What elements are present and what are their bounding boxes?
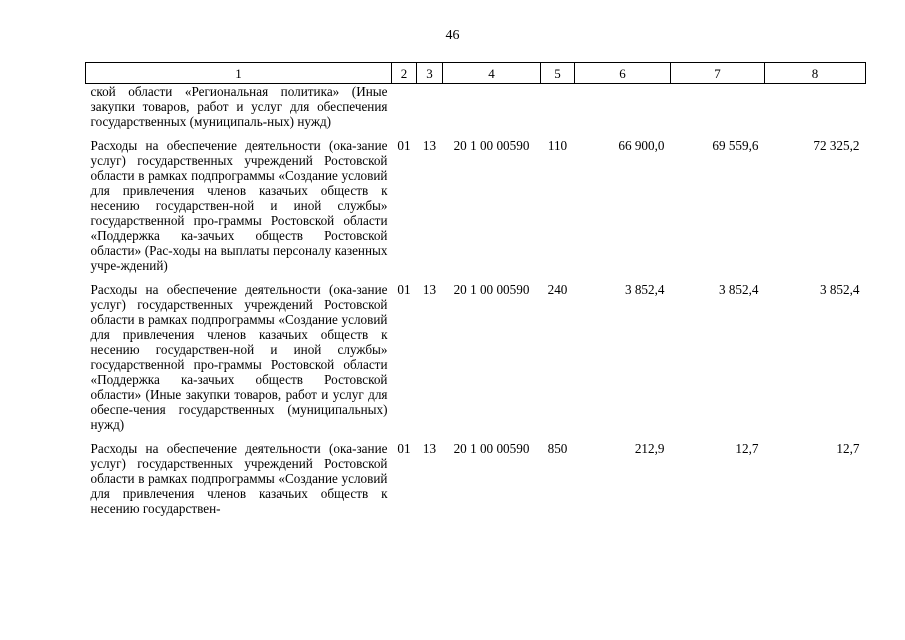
amount-year-3: 12,7	[836, 441, 860, 456]
row-description: Расходы на обеспечение деятельности (ока-зание услуг) государственных учреждений Ростовской области в рамках подпрограммы «Создание условий для привлечения членов казачьих обществ к несению государствен-ной и иной службы» государственной про-граммы Ростовской области «Поддержка ка-зачьих обществ Ростовской области» (Рас-ходы на выплаты персоналу казенных учре-ждений)	[90, 138, 388, 273]
section-code: 01	[397, 441, 411, 456]
amount-year-3: 72 325,2	[813, 138, 860, 153]
table-row	[86, 282, 866, 441]
subsection-code: 13	[422, 441, 437, 456]
target-article-code: 20 1 00 00590	[453, 282, 530, 297]
amount-year-3: 3 852,4	[819, 282, 860, 297]
target-article-code: 20 1 00 00590	[453, 138, 530, 153]
expense-type-code: 240	[547, 282, 568, 297]
table-header-row	[86, 63, 866, 84]
column-header: 5	[541, 63, 575, 84]
column-header: 3	[417, 63, 443, 84]
table-row	[86, 441, 866, 525]
expense-type-code: 110	[547, 138, 568, 153]
amount-year-2: 3 852,4	[718, 282, 759, 297]
amount-year-1: 212,9	[634, 441, 665, 456]
column-header: 6	[575, 63, 671, 84]
column-header: 7	[671, 63, 765, 84]
column-header: 8	[765, 63, 866, 84]
target-article-code: 20 1 00 00590	[453, 441, 530, 456]
column-header: 2	[392, 63, 417, 84]
table-row	[86, 138, 866, 282]
row-description: Расходы на обеспечение деятельности (ока-зание услуг) государственных учреждений Ростовской области в рамках подпрограммы «Создание условий для привлечения членов казачьих обществ к несению государствен-ной и иной службы» государственной про-граммы Ростовской области «Поддержка ка-зачьих обществ Ростовской области» (Иные закупки товаров, работ и услуг для обеспе-чения государственных (муниципальных) нужд)	[90, 282, 388, 432]
column-header: 4	[443, 63, 541, 84]
row-description: Расходы на обеспечение деятельности (ока-зание услуг) государственных учреждений Ростовской области в рамках подпрограммы «Создание условий для привлечения членов казачьих обществ к несению государствен-	[90, 441, 388, 516]
column-header: 1	[86, 63, 392, 84]
section-code: 01	[397, 138, 411, 153]
amount-year-1: 3 852,4	[624, 282, 665, 297]
amount-year-1: 66 900,0	[618, 138, 665, 153]
amount-year-2: 69 559,6	[712, 138, 759, 153]
table-row	[86, 84, 866, 139]
amount-year-2: 12,7	[735, 441, 759, 456]
page-number: 46	[445, 28, 460, 43]
row-description: ской области «Региональная политика» (Иные закупки товаров, работ и услуг для обеспечения государственных (муниципаль-ных) нужд)	[90, 84, 388, 129]
budget-table	[85, 62, 866, 525]
expense-type-code: 850	[547, 441, 568, 456]
subsection-code: 13	[422, 138, 437, 153]
subsection-code: 13	[422, 282, 437, 297]
section-code: 01	[397, 282, 411, 297]
